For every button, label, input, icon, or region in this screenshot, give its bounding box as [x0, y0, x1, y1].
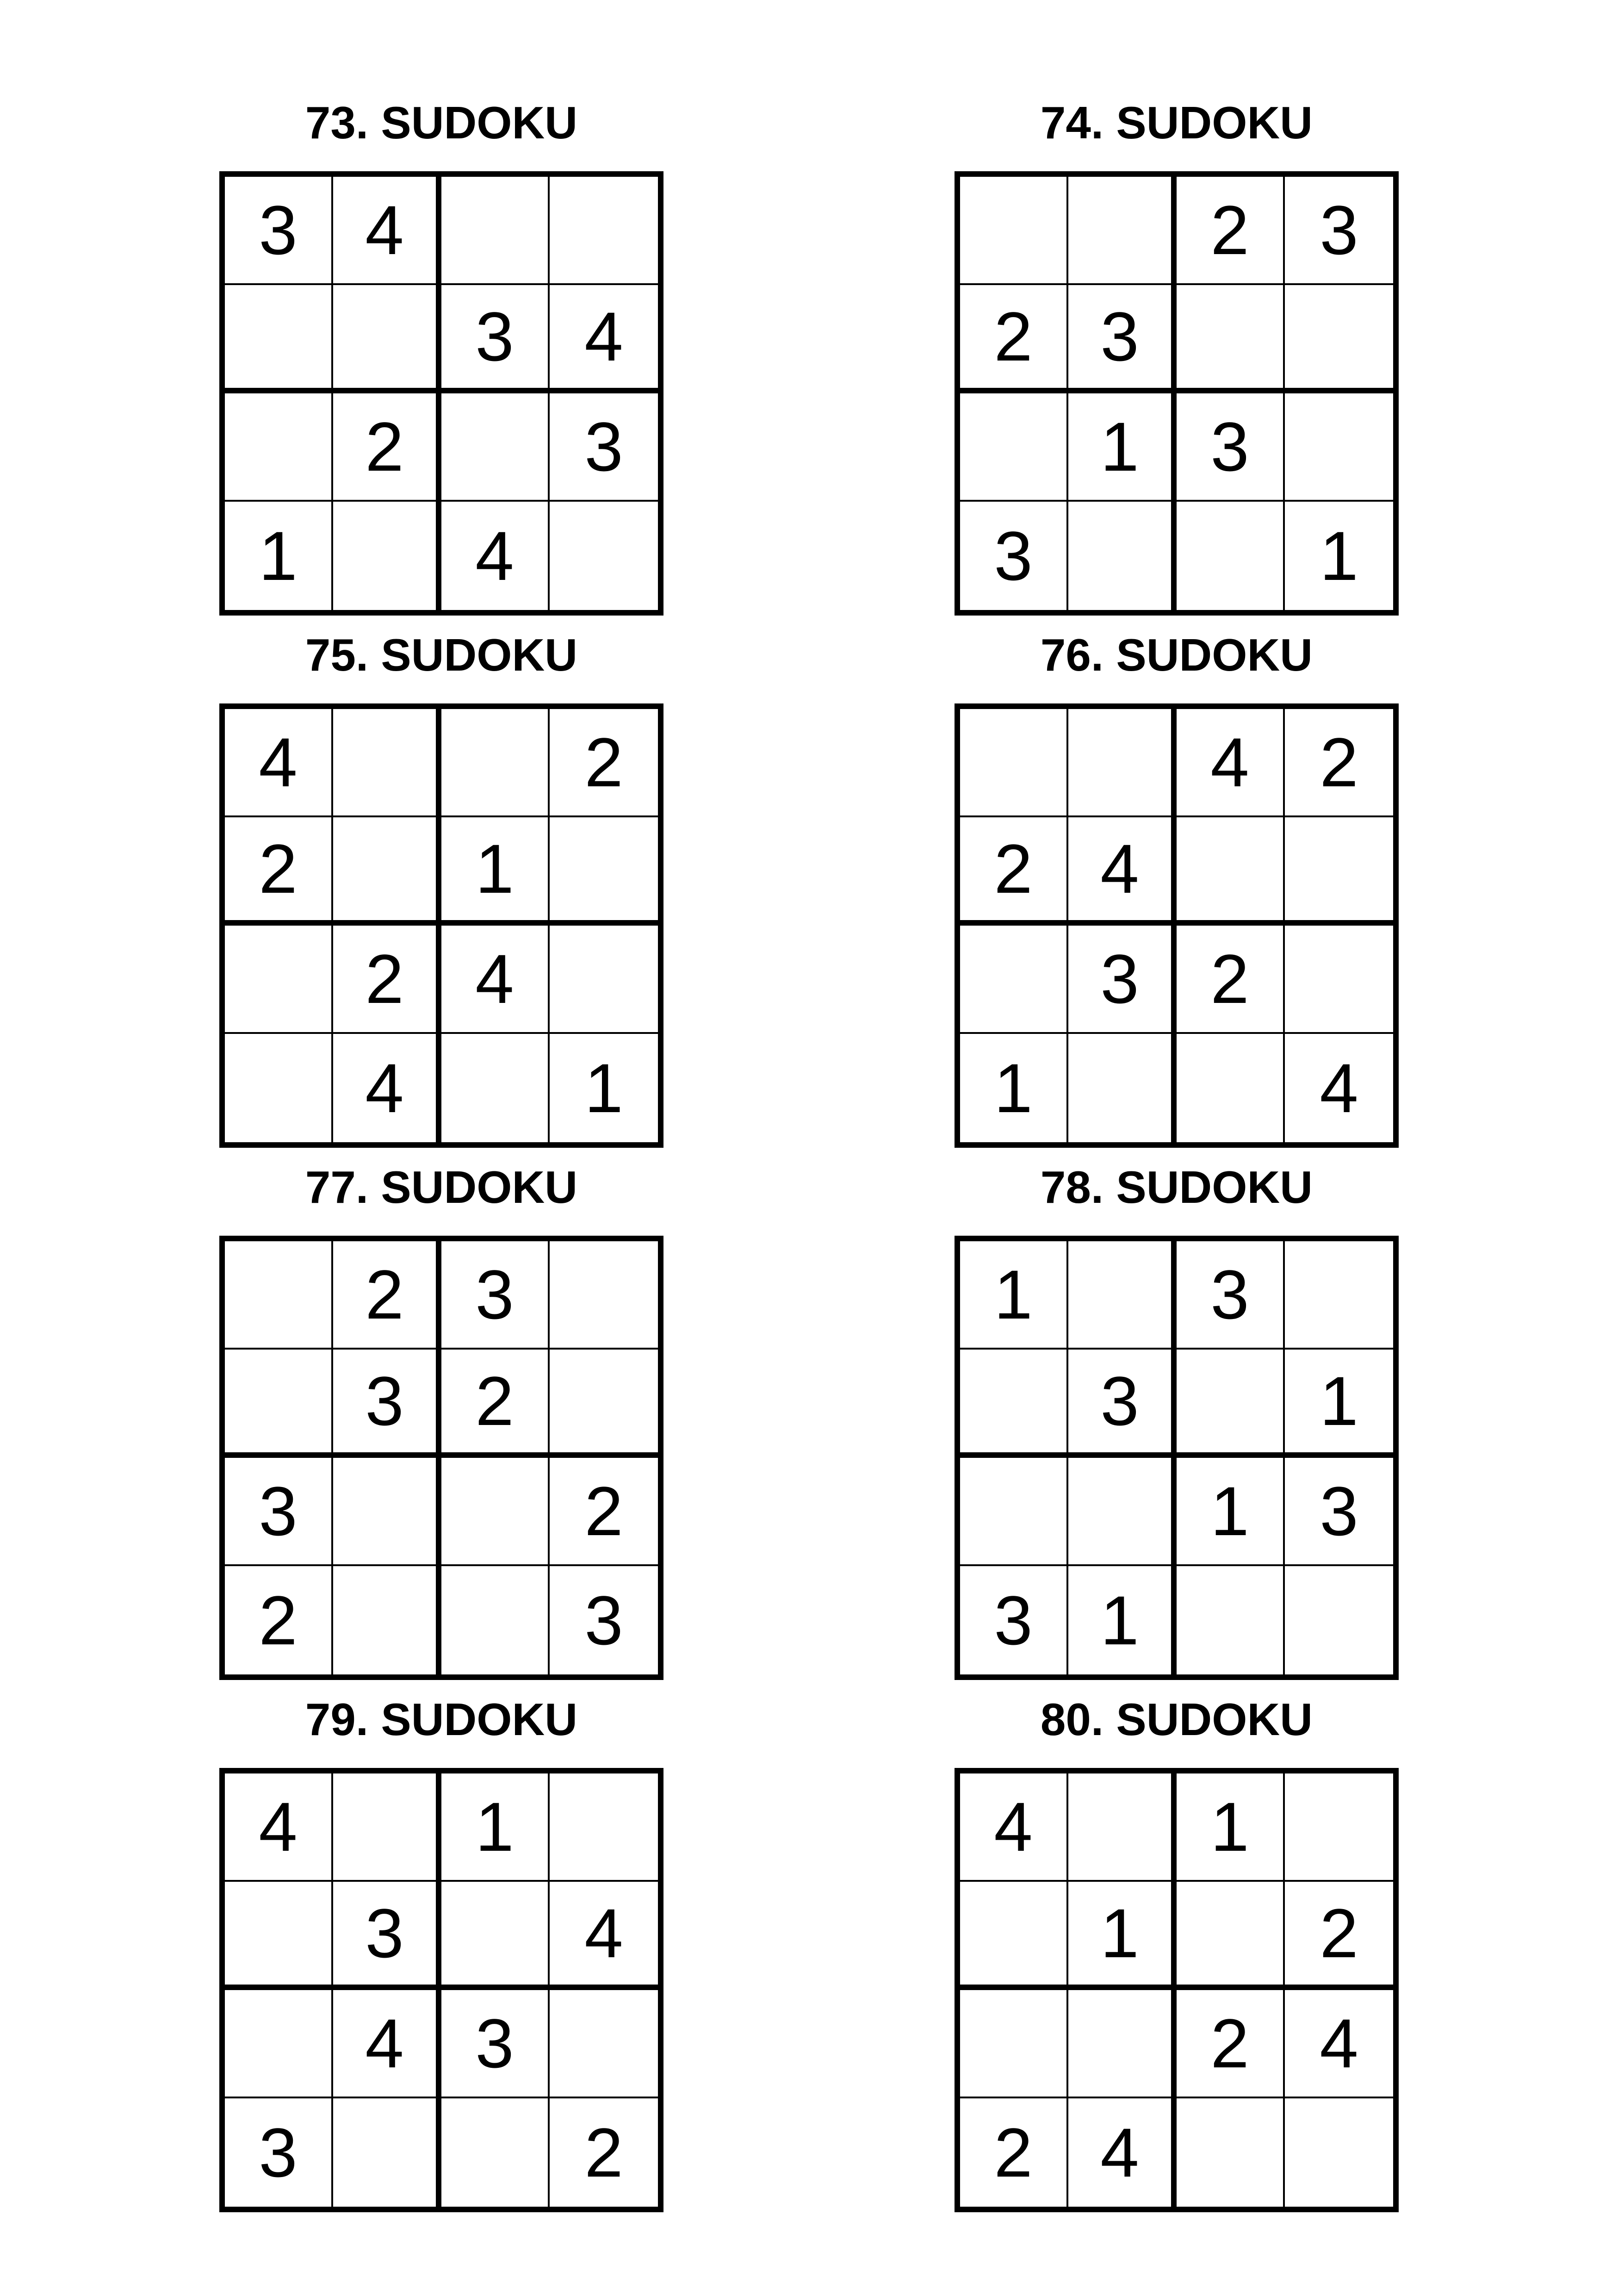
sudoku-cell[interactable] — [441, 709, 550, 817]
sudoku-cell[interactable] — [333, 502, 441, 610]
sudoku-cell[interactable]: 3 — [441, 1990, 550, 2098]
sudoku-cell[interactable]: 3 — [333, 1350, 441, 1458]
sudoku-cell[interactable] — [1177, 285, 1285, 393]
sudoku-cell[interactable] — [441, 177, 550, 285]
sudoku-cell[interactable]: 2 — [1177, 926, 1285, 1034]
puzzle-title: 78. SUDOKU — [1040, 1162, 1313, 1213]
puzzle-title: 77. SUDOKU — [305, 1162, 578, 1213]
puzzle-title: 79. SUDOKU — [305, 1694, 578, 1745]
sudoku-cell[interactable]: 2 — [441, 1350, 550, 1458]
sudoku-cell[interactable] — [333, 2098, 441, 2207]
sudoku-cell[interactable] — [1285, 817, 1393, 926]
sudoku-cell[interactable]: 4 — [1068, 817, 1177, 926]
sudoku-cell[interactable] — [550, 817, 658, 926]
sudoku-cell[interactable]: 2 — [1177, 177, 1285, 285]
sudoku-cell[interactable] — [1177, 502, 1285, 610]
sudoku-cell[interactable]: 2 — [960, 285, 1068, 393]
sudoku-cell[interactable]: 1 — [584, 1049, 623, 1127]
sudoku-cell[interactable]: 3 — [1068, 926, 1177, 1034]
sudoku-cell[interactable] — [441, 1566, 550, 1674]
sudoku-cell[interactable] — [1068, 1990, 1177, 2098]
sudoku-cell[interactable] — [960, 926, 1068, 1034]
sudoku-cell[interactable]: 4 — [333, 1990, 441, 2098]
sudoku-cell[interactable]: 3 — [1285, 177, 1393, 285]
sudoku-cell[interactable] — [225, 1882, 333, 1990]
sudoku-cell[interactable] — [550, 926, 658, 1034]
sudoku-cell[interactable] — [1177, 1882, 1285, 1990]
sudoku-cell[interactable] — [1285, 1773, 1393, 1882]
sudoku-cell[interactable] — [441, 1882, 550, 1990]
sudoku-cell[interactable]: 3 — [550, 393, 658, 502]
sudoku-cell[interactable] — [225, 393, 333, 502]
sudoku-cell[interactable]: 3 — [1177, 393, 1285, 502]
sudoku-cell[interactable] — [441, 1034, 550, 1142]
sudoku-cell[interactable] — [225, 1350, 333, 1458]
sudoku-cell[interactable] — [960, 709, 1068, 817]
sudoku-grid — [219, 703, 663, 1148]
sudoku-cell[interactable] — [225, 1990, 333, 2098]
sudoku-cell[interactable]: 4 — [960, 1773, 1068, 1882]
sudoku-cell[interactable] — [225, 926, 333, 1034]
sudoku-cell[interactable]: 2 — [333, 393, 441, 502]
sudoku-cell[interactable]: 1 — [960, 1241, 1068, 1350]
sudoku-cell[interactable] — [550, 177, 658, 285]
puzzle-title: 73. SUDOKU — [305, 97, 578, 148]
sudoku-cell[interactable]: 3 — [1068, 285, 1177, 393]
sudoku-cell[interactable]: 4 — [333, 1034, 441, 1142]
sudoku-cell[interactable]: 3 — [1068, 1350, 1177, 1458]
sudoku-cell[interactable] — [1177, 1034, 1285, 1142]
puzzle-title: 75. SUDOKU — [305, 629, 578, 680]
puzzle-title: 76. SUDOKU — [1040, 629, 1313, 680]
sudoku-grid — [955, 1768, 1399, 2212]
sudoku-cell[interactable]: 2 — [960, 817, 1068, 926]
sudoku-cell[interactable]: 1 — [441, 1773, 550, 1882]
sudoku-cell[interactable]: 1 — [1285, 1350, 1393, 1458]
sudoku-cell[interactable] — [1177, 817, 1285, 926]
sudoku-cell[interactable]: 1 — [1068, 393, 1177, 502]
sudoku-cell[interactable]: 4 — [225, 709, 333, 817]
sudoku-cell[interactable]: 2 — [1285, 1882, 1393, 1990]
sudoku-cell[interactable]: 4 — [1320, 1049, 1358, 1127]
sudoku-cell[interactable] — [1068, 177, 1177, 285]
sudoku-cell[interactable] — [1068, 502, 1177, 610]
sudoku-cell[interactable]: 1 — [1177, 1458, 1285, 1566]
sudoku-cell[interactable] — [1285, 1241, 1393, 1350]
sudoku-cell[interactable] — [441, 1458, 550, 1566]
sudoku-cell[interactable]: 2 — [550, 709, 658, 817]
sudoku-cell[interactable]: 1 — [1177, 1773, 1285, 1882]
sudoku-cell[interactable] — [225, 285, 333, 393]
sudoku-cell[interactable] — [1177, 2098, 1285, 2207]
sudoku-cell[interactable]: 2 — [1177, 1990, 1285, 2098]
sudoku-cell[interactable]: 2 — [584, 2114, 623, 2191]
sudoku-cell[interactable] — [1285, 285, 1393, 393]
sudoku-cell[interactable]: 2 — [1285, 709, 1393, 817]
sudoku-grid — [219, 171, 663, 616]
sudoku-cell[interactable]: 2 — [225, 817, 333, 926]
sudoku-cell[interactable]: 3 — [960, 502, 1068, 610]
sudoku-cell[interactable]: 2 — [225, 1566, 333, 1674]
sudoku-cell[interactable] — [441, 2098, 550, 2207]
sudoku-cell[interactable]: 1 — [1068, 1566, 1177, 1674]
sudoku-cell[interactable]: 4 — [1068, 2098, 1177, 2207]
sudoku-cell[interactable]: 3 — [960, 1566, 1068, 1674]
sudoku-cell[interactable] — [1285, 2098, 1393, 2207]
sudoku-cell[interactable] — [960, 1350, 1068, 1458]
sudoku-cell[interactable]: 1 — [225, 502, 333, 610]
sudoku-cell[interactable]: 3 — [441, 1241, 550, 1350]
sudoku-cell[interactable]: 2 — [333, 1241, 441, 1350]
sudoku-cell[interactable] — [550, 1350, 658, 1458]
sudoku-cell[interactable] — [333, 1773, 441, 1882]
sudoku-cell[interactable] — [960, 1458, 1068, 1566]
sudoku-cell[interactable]: 3 — [225, 1458, 333, 1566]
sudoku-cell[interactable]: 3 — [1177, 1241, 1285, 1350]
sudoku-cell[interactable] — [960, 1882, 1068, 1990]
sudoku-cell[interactable] — [550, 1241, 658, 1350]
sudoku-cell[interactable] — [1285, 393, 1393, 502]
sudoku-cell[interactable] — [550, 1773, 658, 1882]
sudoku-cell[interactable] — [1177, 1350, 1285, 1458]
sudoku-grid — [955, 1236, 1399, 1680]
sudoku-cell[interactable] — [333, 709, 441, 817]
sudoku-cell[interactable]: 3 — [225, 2098, 333, 2207]
sudoku-cell[interactable]: 3 — [1285, 1458, 1393, 1566]
sudoku-cell[interactable] — [1285, 1566, 1393, 1674]
sudoku-cell[interactable] — [1068, 1241, 1177, 1350]
puzzle-title: 74. SUDOKU — [1040, 97, 1313, 148]
sudoku-cell[interactable]: 2 — [333, 926, 441, 1034]
sudoku-cell[interactable] — [333, 285, 441, 393]
sudoku-grid — [219, 1236, 663, 1680]
sudoku-cell[interactable]: 1 — [960, 1034, 1068, 1142]
sudoku-cell[interactable] — [1068, 1034, 1177, 1142]
sudoku-cell[interactable] — [225, 1241, 333, 1350]
sudoku-cell[interactable]: 2 — [550, 1458, 658, 1566]
sudoku-cell[interactable]: 4 — [550, 1882, 658, 1990]
sudoku-grid — [955, 703, 1399, 1148]
sudoku-cell[interactable] — [441, 393, 550, 502]
sudoku-cell[interactable] — [1068, 709, 1177, 817]
sudoku-cell[interactable] — [550, 502, 658, 610]
sudoku-cell[interactable]: 1 — [441, 817, 550, 926]
sudoku-cell[interactable] — [333, 1566, 441, 1674]
sudoku-cell[interactable] — [1285, 926, 1393, 1034]
sudoku-cell[interactable]: 4 — [441, 502, 550, 610]
sudoku-cell[interactable]: 3 — [441, 285, 550, 393]
sudoku-cell[interactable] — [960, 1990, 1068, 2098]
sudoku-cell[interactable] — [1177, 1566, 1285, 1674]
puzzle-title: 80. SUDOKU — [1040, 1694, 1313, 1745]
sudoku-cell[interactable]: 3 — [333, 1882, 441, 1990]
sudoku-cell[interactable] — [1068, 1773, 1177, 1882]
sudoku-cell[interactable] — [333, 1458, 441, 1566]
sudoku-cell[interactable]: 2 — [960, 2098, 1068, 2207]
sudoku-cell[interactable] — [960, 393, 1068, 502]
sudoku-cell[interactable]: 3 — [225, 177, 333, 285]
sudoku-cell[interactable]: 4 — [225, 1773, 333, 1882]
sudoku-cell[interactable]: 4 — [333, 177, 441, 285]
sudoku-cell[interactable] — [550, 1990, 658, 2098]
sudoku-cell[interactable] — [1068, 1458, 1177, 1566]
sudoku-cell[interactable] — [960, 177, 1068, 285]
sudoku-cell[interactable] — [333, 817, 441, 926]
sudoku-cell[interactable] — [225, 1034, 333, 1142]
sudoku-grid — [955, 171, 1399, 616]
sudoku-cell[interactable]: 3 — [584, 1581, 623, 1659]
sudoku-cell[interactable]: 4 — [550, 285, 658, 393]
sudoku-cell[interactable]: 1 — [1068, 1882, 1177, 1990]
sudoku-cell[interactable]: 4 — [1285, 1990, 1393, 2098]
sudoku-cell[interactable]: 1 — [1320, 517, 1358, 595]
sudoku-grid — [219, 1768, 663, 2212]
sudoku-cell[interactable]: 4 — [441, 926, 550, 1034]
sudoku-cell[interactable]: 4 — [1177, 709, 1285, 817]
